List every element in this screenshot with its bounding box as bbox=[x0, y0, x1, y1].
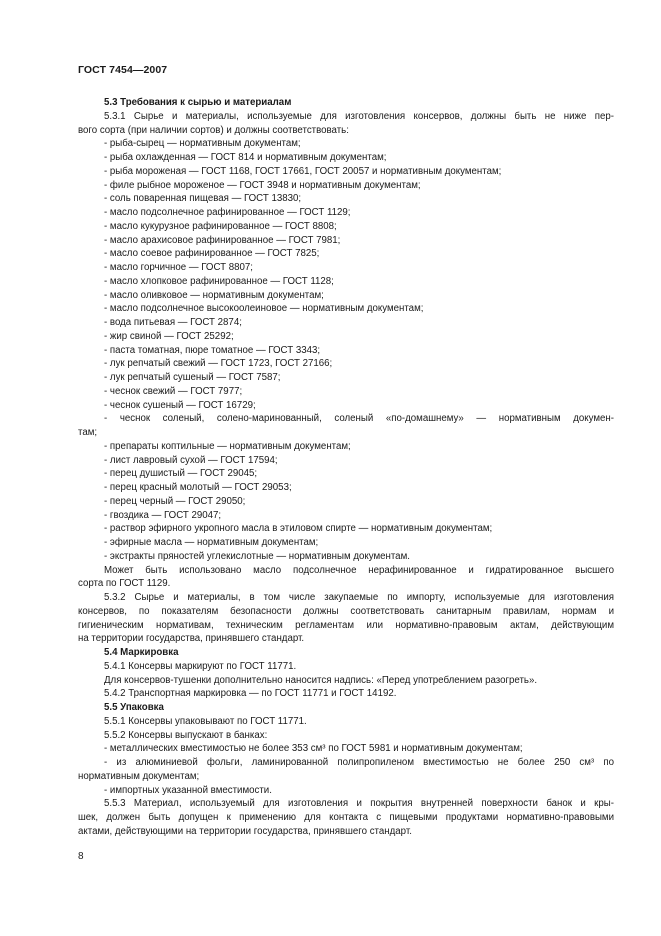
text-line: 5.5.3 Материал, используемый для изготовления и покрытия внутренней поверхности банок и кры- bbox=[104, 798, 614, 810]
text-line: Может быть использовано масло подсолнечное нерафинированное и гидратированное высшего bbox=[104, 564, 614, 576]
text-line: - вода питьевая — ГОСТ 2874; bbox=[104, 317, 242, 328]
text-line: - масло хлопковое рафинированное — ГОСТ 1128; bbox=[104, 275, 334, 287]
text-line: - раствор эфирного укропного масла в этиловом спирте — нормативным документам; bbox=[104, 523, 493, 535]
text-line: - рыба-сырец — нормативным документам; bbox=[104, 138, 301, 150]
section-heading: 5.3 Требования к сырью и материалам bbox=[104, 97, 292, 108]
text-line: - перец душистый — ГОСТ 29045; bbox=[104, 468, 258, 480]
text-line: там; bbox=[78, 427, 98, 438]
text-line: - масло оливковое — нормативным документам; bbox=[104, 289, 324, 301]
text-line: 5.5.2 Консервы выпускают в банках: bbox=[104, 729, 268, 741]
text-line: - жир свиной — ГОСТ 25292; bbox=[104, 330, 234, 342]
text-line: - перец черный — ГОСТ 29050; bbox=[104, 495, 246, 507]
text-line: - гвоздика — ГОСТ 29047; bbox=[104, 509, 222, 521]
text-line: - перец красный молотый — ГОСТ 29053; bbox=[104, 482, 292, 493]
text-line: актами, действующими на территории государства, принявшего стандарт. bbox=[78, 825, 412, 837]
text-line: гигиеническим нормативам, техническим регламентам или нормативно-правовым актам, действующим bbox=[78, 619, 614, 631]
text-line: - препараты коптильные — нормативным документам; bbox=[104, 440, 351, 452]
text-line: - чеснок сушеный — ГОСТ 16729; bbox=[104, 399, 256, 411]
text-line: 5.3.1 Сырье и материалы, используемые для изготовления консервов, должны быть не ниже пер- bbox=[104, 110, 614, 122]
document-body bbox=[78, 96, 614, 839]
text-line: 5.4.1 Консервы маркируют по ГОСТ 11771. bbox=[104, 660, 297, 672]
text-line: - масло подсолнечное рафинированное — ГОСТ 1129; bbox=[104, 207, 351, 218]
text-line: Для консервов-тушенки дополнительно наносится надпись: «Перед употреблением разогреть». bbox=[104, 674, 538, 686]
text-line: - лук репчатый свежий — ГОСТ 1723, ГОСТ 27166; bbox=[104, 358, 333, 370]
text-line: 5.3.2 Сырье и материалы, в том числе закупаемые по импорту, используемые для изготовления bbox=[104, 592, 614, 603]
text-line: - лук репчатый сушеный — ГОСТ 7587; bbox=[104, 372, 281, 383]
text-line: нормативным документам; bbox=[78, 770, 200, 782]
text-line: - масло горчичное — ГОСТ 8807; bbox=[104, 262, 253, 273]
page-number: 8 bbox=[78, 851, 84, 862]
text-line: 5.4.2 Транспортная маркировка — по ГОСТ 11771 и ГОСТ 14192. bbox=[104, 688, 397, 700]
text-line: консервов, по показателям безопасности должны соответствовать санитарным правилам, нормам и bbox=[78, 605, 614, 617]
text-line: - рыба мороженая — ГОСТ 1168, ГОСТ 17661, ГОСТ 20057 и нормативным документам; bbox=[104, 165, 502, 177]
section-heading: 5.5 Упаковка bbox=[104, 702, 164, 713]
text-line: - из алюминиевой фольги, ламинированной полипропиленом вместимостью не более 250 см³ по bbox=[104, 757, 614, 768]
text-line: на территории государства, принявшего стандарт. bbox=[78, 633, 305, 645]
text-line: - масло подсолнечное высокоолеиновое — нормативным документам; bbox=[104, 303, 424, 315]
text-line: - масло соевое рафинированное — ГОСТ 7825; bbox=[104, 248, 320, 260]
text-line: - масло кукурузное рафинированное — ГОСТ 8808; bbox=[104, 220, 337, 232]
text-line: - соль поваренная пищевая — ГОСТ 13830; bbox=[104, 193, 302, 205]
text-line: - эфирные масла — нормативным документам; bbox=[104, 537, 319, 548]
section-heading: 5.4 Маркировка bbox=[104, 647, 179, 658]
standard-header: ГОСТ 7454—2007 bbox=[78, 64, 168, 76]
text-line: сорта по ГОСТ 1129. bbox=[78, 578, 171, 590]
text-line: - паста томатная, пюре томатное — ГОСТ 3343; bbox=[104, 344, 321, 356]
text-line: - импортных указанной вместимости. bbox=[104, 784, 272, 796]
text-line: 5.5.1 Консервы упаковывают по ГОСТ 11771. bbox=[104, 715, 307, 727]
text-line: - лист лавровый сухой — ГОСТ 17594; bbox=[104, 454, 278, 466]
text-line: - рыба охлажденная — ГОСТ 814 и нормативным документам; bbox=[104, 152, 387, 163]
text-line: шек, должен быть допущен к применению для контакта с пищевыми продуктами нормативно-правовыми bbox=[78, 812, 614, 823]
text-line: - чеснок свежий — ГОСТ 7977; bbox=[104, 385, 243, 397]
text-line: - экстракты пряностей углекислотные — нормативным документам. bbox=[104, 550, 410, 562]
text-line: вого сорта (при наличии сортов) и должны соответствовать: bbox=[78, 124, 349, 136]
text-line: - масло арахисовое рафинированное — ГОСТ 7981; bbox=[104, 234, 341, 246]
text-line: - филе рыбное мороженое — ГОСТ 3948 и нормативным документам; bbox=[104, 179, 421, 191]
text-line: - чеснок соленый, солено-маринованный, соленый «по-домашнему» — нормативным докумен- bbox=[104, 413, 614, 425]
text-line: - металлических вместимостью не более 353 см³ по ГОСТ 5981 и нормативным документам; bbox=[104, 743, 523, 755]
